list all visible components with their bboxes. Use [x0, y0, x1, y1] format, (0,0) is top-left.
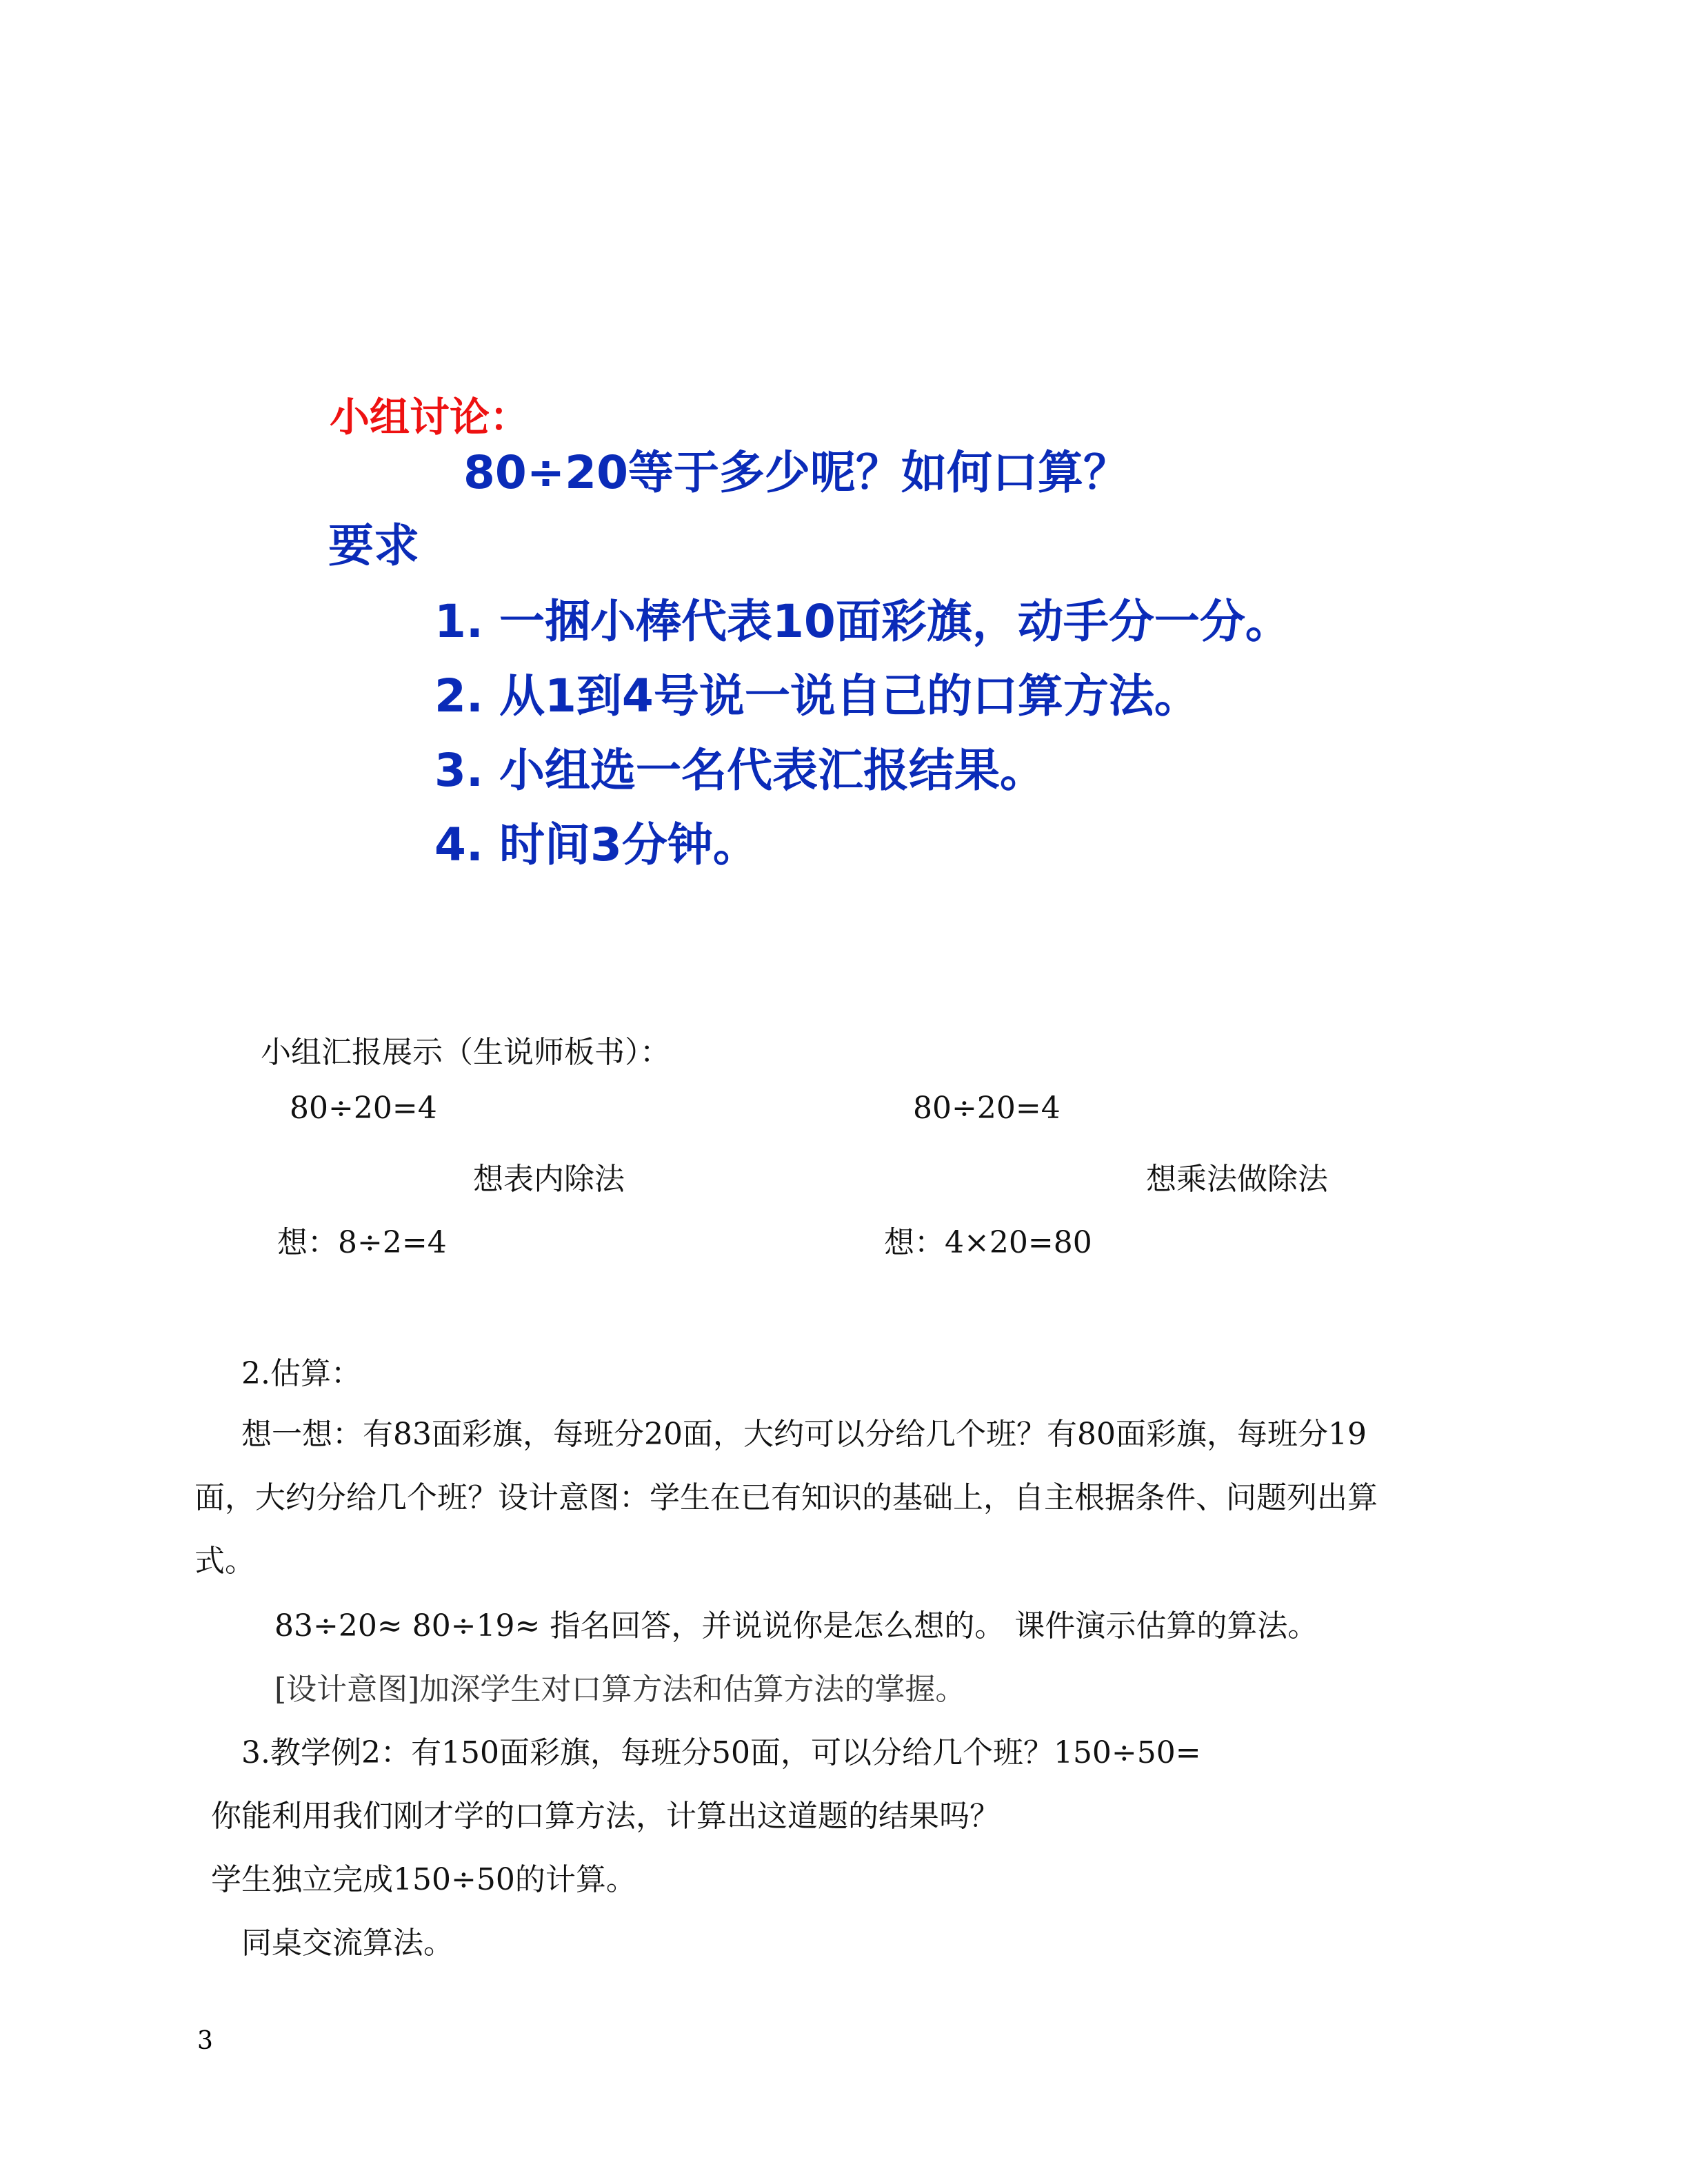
estimate-paragraph-line-3: 式。 [194, 1544, 255, 1579]
slide-heading: 小组讨论： [330, 394, 530, 441]
estimate-paragraph-line-1: 想一想：有83面彩旗，每班分20面，大约可以分给几个班？有80面彩旗，每班分19 [241, 1417, 1367, 1452]
slide-question: 80÷20等于多少呢？如何口算？ [463, 446, 1129, 499]
estimate-expressions: 83÷20≈ 80÷19≈ 指名回答，并说说你是怎么想的。 课件演示估算的算法。 [274, 1608, 1318, 1644]
slide-requirement-1: 1. 一捆小棒代表10面彩旗，动手分一分。 [434, 595, 1291, 648]
slide-requirement-3: 3. 小组选一名代表汇报结果。 [434, 744, 1045, 797]
estimate-paragraph-line-2: 面，大约分给几个班？设计意图：学生在已有知识的基础上，自主根据条件、问题列出算 [194, 1480, 1378, 1515]
example2-line-3: 同桌交流算法。 [241, 1925, 454, 1961]
slide-requirement-2: 2. 从1到4号说一说自己的口算方法。 [434, 669, 1200, 722]
report-right-think: 想：4×20=80 [884, 1225, 1092, 1260]
page-number: 3 [197, 2027, 213, 2055]
report-right-method: 想乘法做除法 [1146, 1162, 1328, 1197]
example2-line-1: 你能利用我们刚才学的口算方法，计算出这道题的结果吗？ [211, 1799, 1000, 1834]
estimate-design-intent: [设计意图]加深学生对口算方法和估算方法的掌握。 [274, 1672, 966, 1707]
slide-requirements-label: 要求 [328, 519, 419, 572]
report-left-equation: 80÷20=4 [290, 1091, 437, 1126]
slide-requirement-4: 4. 时间3分钟。 [434, 818, 758, 871]
report-right-equation: 80÷20=4 [913, 1091, 1061, 1126]
report-left-method: 想表内除法 [473, 1162, 625, 1197]
estimate-heading: 2.估算： [241, 1356, 361, 1391]
report-left-think: 想：8÷2=4 [277, 1225, 447, 1260]
report-title: 小组汇报展示（生说师板书）： [261, 1035, 670, 1070]
example2-line-2: 学生独立完成150÷50的计算。 [211, 1862, 636, 1897]
example2-heading: 3.教学例2：有150面彩旗，每班分50面，可以分给几个班？150÷50= [241, 1735, 1201, 1770]
